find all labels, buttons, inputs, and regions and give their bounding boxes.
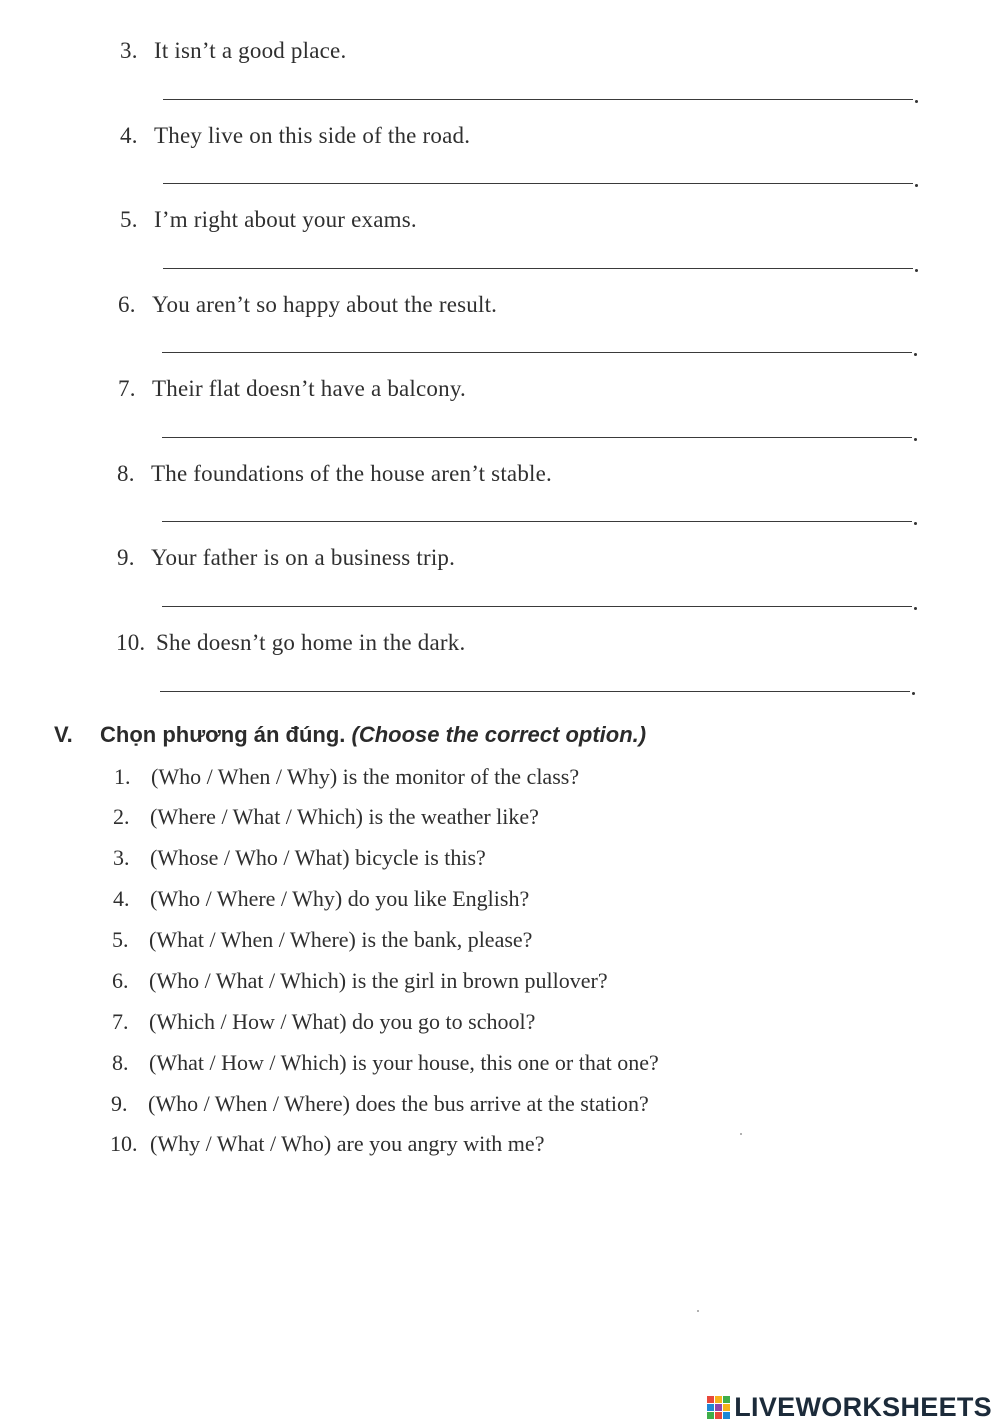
line-end-dot	[912, 692, 915, 695]
item-number: 8.	[117, 461, 135, 486]
rewrite-item-8	[117, 461, 552, 487]
logo-cell	[707, 1404, 714, 1411]
section-title-en: (Choose the correct option.)	[351, 722, 647, 747]
question-text[interactable]: (Whose / Who / What) bicycle is this?	[150, 845, 486, 870]
rewrite-item-10	[116, 630, 465, 656]
question-text[interactable]: (Who / Where / Why) do you like English?	[150, 886, 530, 911]
question-text[interactable]: (Who / When / Where) does the bus arrive at the station?	[148, 1091, 649, 1116]
rewrite-item-9	[117, 545, 455, 571]
line-end-dot	[914, 522, 917, 525]
question-number: 5.	[112, 927, 129, 952]
item-number: 6.	[118, 292, 136, 317]
question-number: 1.	[114, 764, 131, 789]
answer-line-4[interactable]	[163, 183, 913, 184]
question-10	[110, 1131, 544, 1157]
question-text[interactable]: (Which / How / What) do you go to school?	[149, 1009, 536, 1034]
question-number: 2.	[113, 804, 130, 829]
item-number: 9.	[117, 545, 135, 570]
logo-cell	[715, 1412, 722, 1419]
item-number: 3.	[120, 38, 138, 63]
logo-cell	[715, 1396, 722, 1403]
question-number: 6.	[112, 968, 129, 993]
liveworksheets-logo	[707, 1392, 992, 1422]
question-number: 9.	[111, 1091, 128, 1116]
question-1	[114, 764, 579, 790]
line-end-dot	[915, 269, 918, 272]
item-sentence: She doesn’t go home in the dark.	[156, 630, 466, 655]
line-end-dot	[914, 353, 917, 356]
question-text[interactable]: (Why / What / Who) are you angry with me?	[150, 1131, 545, 1156]
question-number: 3.	[113, 845, 130, 870]
item-number: 10.	[116, 630, 146, 655]
rewrite-item-4	[120, 123, 470, 149]
logo-grid-icon	[707, 1396, 730, 1419]
answer-line-5[interactable]	[163, 268, 913, 269]
scan-speck	[697, 1310, 699, 1312]
question-3	[113, 845, 486, 871]
logo-cell	[723, 1404, 730, 1411]
answer-line-3[interactable]	[163, 99, 913, 100]
rewrite-item-7	[118, 376, 466, 402]
question-5	[112, 927, 532, 953]
item-sentence: The foundations of the house aren’t stable.	[151, 461, 552, 486]
answer-line-6[interactable]	[162, 352, 912, 353]
scan-speck	[740, 1133, 742, 1135]
question-text[interactable]: (Where / What / Which) is the weather like?	[150, 804, 539, 829]
answer-line-9[interactable]	[162, 606, 912, 607]
question-number: 4.	[113, 886, 130, 911]
line-end-dot	[914, 607, 917, 610]
question-text[interactable]: (Who / When / Why) is the monitor of the class?	[151, 764, 580, 789]
line-end-dot	[915, 100, 918, 103]
rewrite-item-5	[120, 207, 417, 233]
question-8	[112, 1050, 659, 1076]
question-4	[113, 886, 529, 912]
question-9	[111, 1091, 649, 1117]
logo-cell	[723, 1412, 730, 1419]
item-sentence: Your father is on a business trip.	[151, 545, 456, 570]
question-2	[113, 804, 539, 830]
answer-line-8[interactable]	[162, 521, 912, 522]
item-sentence: I’m right about your exams.	[154, 207, 417, 232]
item-sentence: It isn’t a good place.	[154, 38, 347, 63]
line-end-dot	[915, 184, 918, 187]
question-number: 7.	[112, 1009, 129, 1034]
section-number: V.	[54, 722, 73, 747]
item-sentence: They live on this side of the road.	[154, 123, 471, 148]
item-sentence: Their flat doesn’t have a balcony.	[152, 376, 466, 401]
question-6	[112, 968, 608, 994]
logo-cell	[715, 1404, 722, 1411]
question-7	[112, 1009, 535, 1035]
question-text[interactable]: (What / How / Which) is your house, this one or that one?	[149, 1050, 659, 1075]
answer-line-7[interactable]	[162, 437, 912, 438]
section-title-vi: Chọn phương án đúng.	[100, 722, 346, 747]
question-text[interactable]: (What / When / Where) is the bank, please?	[149, 927, 533, 952]
item-number: 7.	[118, 376, 136, 401]
line-end-dot	[914, 438, 917, 441]
item-number: 4.	[120, 123, 138, 148]
logo-cell	[723, 1396, 730, 1403]
question-number: 8.	[112, 1050, 129, 1075]
brand-name: LIVEWORKSHEETS	[734, 1391, 992, 1422]
item-sentence: You aren’t so happy about the result.	[152, 292, 498, 317]
question-number: 10.	[110, 1131, 138, 1156]
rewrite-item-6	[118, 292, 497, 318]
logo-cell	[707, 1396, 714, 1403]
answer-line-10[interactable]	[160, 691, 910, 692]
section-v-heading	[54, 722, 646, 748]
question-text[interactable]: (Who / What / Which) is the girl in brown pullover?	[149, 968, 608, 993]
logo-cell	[707, 1412, 714, 1419]
rewrite-item-3	[120, 38, 346, 64]
item-number: 5.	[120, 207, 138, 232]
